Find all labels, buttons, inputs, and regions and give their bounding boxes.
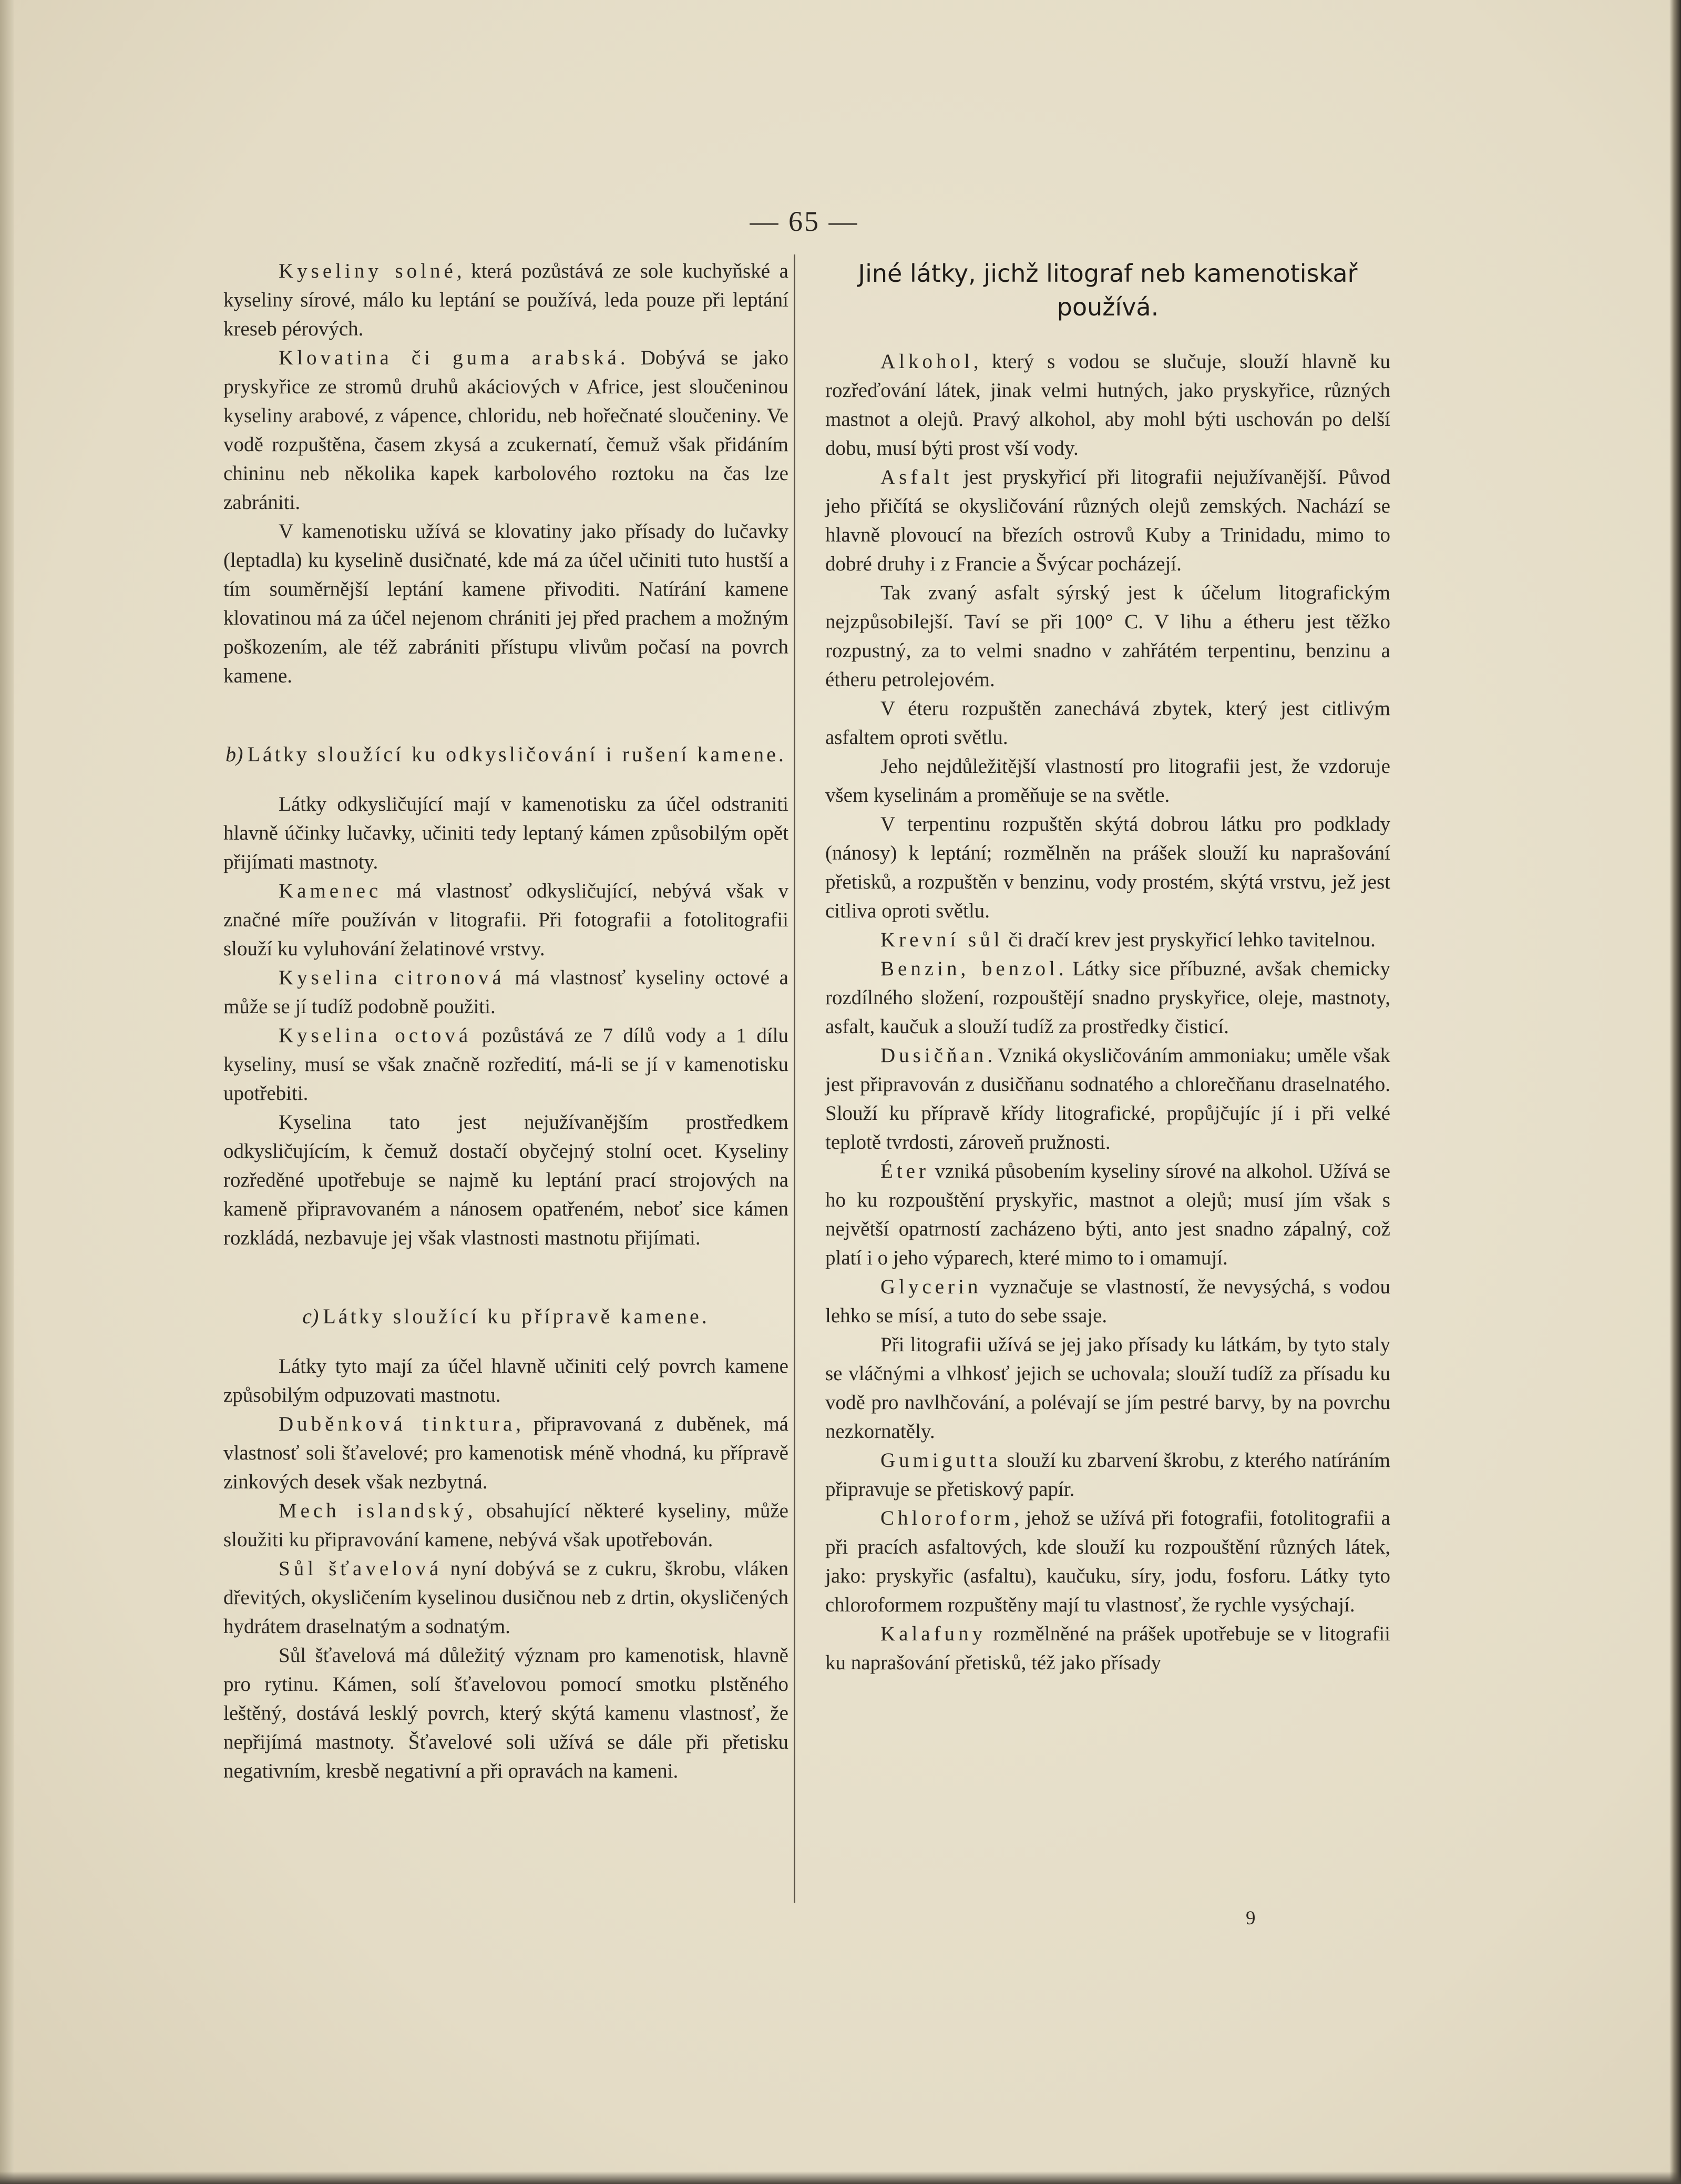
spaced-term: Mech islandský — [279, 1499, 468, 1522]
paragraph-kamenec — [223, 876, 788, 963]
spaced-term: Kyselina octová — [279, 1024, 472, 1047]
paragraph-chloroform — [825, 1504, 1390, 1619]
spaced-term: Kyselina citronová — [279, 966, 505, 989]
spaced-term: Klovatina či guma arabská — [279, 346, 620, 369]
paragraph-asfalt-terpentin: V terpentinu rozpuštěn skýtá dobrou látku pro podklady (nánosy) k leptání; rozmělněn na prášek slouží ku naprašování přetisků, a rozpuštěn v benzinu, vody prostém, skýtá vrstvu, jež jest citliva oproti světlu. — [825, 813, 1390, 922]
text-run: . Dobývá se jako pryskyřice ze stromů druhů akáciových v Africe, jest sloučeninou kyseliny arabové, z vápence, chloridu, neb hořečnaté sloučeniny. Ve vodě rozpuštěna, časem zkysá a zcukernatí, čemuž však přidáním chininu neb několika kapek karbolového roztoku na čas lze zabrániti. — [223, 346, 788, 514]
text-run: či dračí krev jest pryskyřicí lehko tavitelnou. — [1003, 928, 1376, 951]
spaced-term: Kalafuny — [880, 1622, 987, 1645]
spaced-term: Kyseliny solné — [279, 260, 457, 282]
paragraph-eter — [825, 1157, 1390, 1272]
text-run: vyznačuje se vlastností, že nevysýchá, s vodou lehko se mísí, a tuto do sebe ssaje. — [825, 1275, 1390, 1327]
paragraph-kyseliny-solne — [223, 257, 788, 343]
spaced-term: Alkohol — [880, 350, 973, 373]
text-run: , který s vodou se slučuje, slouží hlavně ku rozřeďování látek, jinak velmi hutných, jako pryskyřice, různých mastnot a olejů. Pravý alkohol, aby mohl býti uschován po delší dobu, musí býti prost vší vody. — [825, 350, 1390, 460]
page-gutter — [0, 0, 14, 2184]
paragraph-glycerin-use: Při litografii užívá se jej jako přísady ku látkám, by tyto staly se vláčnými a vlhkosť jejich se uchovala; slouží tudíž za přísadu ku vodě pro navlhčování, a polévají se jím pestré barvy, by na povrchu nezkornatěly. — [825, 1333, 1390, 1443]
section-c-title: Látky sloužící ku přípravě kamene. — [323, 1304, 710, 1328]
paragraph-sul-stavelova — [223, 1554, 788, 1641]
spaced-term: Éter — [880, 1160, 929, 1182]
paragraph-alkohol — [825, 347, 1390, 463]
text-run: . Látky sice příbuzné, avšak chemicky rozdílného složení, rozpouštějí snadno pryskyřice, oleje, mastnoty, asfalt, kaučuk a slouží tudíž za prostředky čisticí. — [825, 957, 1390, 1038]
page-edge-right — [1669, 0, 1681, 2184]
paragraph-asfalt — [825, 463, 1390, 578]
paragraph-dusicnan — [825, 1041, 1390, 1157]
paragraph-gumigutta — [825, 1446, 1390, 1504]
spaced-term: Sůl šťavelová — [279, 1557, 443, 1580]
section-b-title: Látky sloužící ku odkysličování i rušení kamene. — [247, 742, 786, 766]
page-number: — 65 — — [750, 206, 859, 237]
text-run: pozůstává ze 7 dílů vody a 1 dílu kyseliny, musí se však značně rozředití, má-li se jí v kamenotisku upotřebiti. — [223, 1024, 788, 1105]
spaced-term: Gumigutta — [880, 1449, 1001, 1472]
paragraph-kalafuny — [825, 1619, 1390, 1677]
signature-mark: 9 — [1246, 1907, 1256, 1929]
paragraph-kyselina-use: Kyselina tato jest nejužívanějším prostředkem odkysličujícím, k čemuž dostačí obyčejný stolní ocet. Kyseliny rozředěné upotřebuje se najmě ku leptání prací strojových na kameně připravovaném a nánosem opatřeném, neboť sice kámen rozkládá, nezbavuje jej však vlastnosti mastnotu přijímati. — [223, 1111, 788, 1249]
paragraph-glycerin — [825, 1272, 1390, 1330]
spaced-term: Chloroform — [880, 1507, 1014, 1529]
section-heading-jine-latky: Jiné látky, jichž litograf neb kamenotiskař používá. — [858, 259, 1358, 321]
paragraph-asfalt-vlastnost: Jeho nejdůležitější vlastností pro litografii jest, že vzdoruje všem kyselinám a proměňuje se na světle. — [825, 755, 1390, 807]
left-column — [223, 257, 788, 1785]
paragraph-dubenkova-tinktura — [223, 1410, 788, 1496]
spaced-term: Benzin, benzol — [880, 957, 1059, 980]
text-run: , která pozůstává ze sole kuchyňské a kyseliny sírové, málo ku leptání se používá, leda pouze při leptání kreseb pérových. — [223, 260, 788, 340]
spaced-term: Asfalt — [880, 466, 953, 488]
paragraph-sul-stavelova-use: Sůl šťavelová má důležitý význam pro kamenotisk, hlavně pro rytinu. Kámen, solí šťavelovou pomocí smotku plstěného leštěný, dostává lesklý povrch, který skýtá kamenu vlastnosť, že nepřijímá mastnoty. Šťavelové soli užívá se dále při přetisku negativním, kresbě negativní a při opravách na kameni. — [223, 1644, 788, 1782]
text-run: vzniká působením kyseliny sírové na alkohol. Užívá se ho ku rozpouštění pryskyřic, mastnot a olejů; musí jím však s největší opatrností zacházeno býti, anto jest snadno zápalný, což platí i o jeho výparech, které mimo to i omamují. — [825, 1160, 1390, 1269]
paragraph-kyselina-octova — [223, 1021, 788, 1108]
column-divider — [794, 254, 795, 1903]
text-run: jest pryskyřicí při litografii nejužívanější. Původ jeho přičítá se okysličování různých olejů zemských. Nachází se hlavně plovoucí na březích ostrovů Kuby a Trinidadu, mimo to dobré druhy i z Francie a Švýcar pocházejí. — [825, 466, 1390, 575]
section-c-heading — [223, 1302, 788, 1331]
text-run: slouží ku zbarvení škrobu, z kterého natíráním připravuje se přetiskový papír. — [825, 1449, 1390, 1501]
text-run: , jehož se užívá při fotografii, fotolitografii a při pracích asfaltových, kde slouží ku rozpouštění různých látek, jako: pryskyřic (asfaltu), kaučuku, síry, jodu, fosforu. Látky tyto chloroformem rozpuštěny mají tu vlastnosť, že rychle vysýchají. — [825, 1507, 1390, 1616]
section-b-heading — [223, 740, 788, 769]
right-column — [825, 257, 1390, 1677]
paragraph-asfalt-syrsky: Tak zvaný asfalt sýrský jest k účelum litografickým nejzpůsobilejší. Taví se při 100° C. V lihu a étheru jest těžko rozpustný, za to velmi snadno v zahřátém terpentinu, benzinu a étheru petrolejovém. — [825, 581, 1390, 691]
spaced-term: Dusičňan — [880, 1044, 988, 1067]
paragraph-kyselina-citronova — [223, 963, 788, 1021]
paragraph-benzin — [825, 954, 1390, 1041]
spaced-term: Duběnková tinktura — [279, 1413, 516, 1435]
spaced-term: Krevní sůl — [880, 928, 1003, 951]
text-run: má vlastnosť kyseliny octové a může se jí tudíž podobně použiti. — [223, 966, 788, 1018]
paragraph-krevni-sul — [825, 925, 1390, 954]
paragraph-odkyslicujici: Látky odkysličující mají v kamenotisku za účel odstraniti hlavně účinky lučavky, učiniti tedy leptaný kámen způsobilým opět přijímati mastnoty. — [223, 793, 788, 873]
spaced-term: Glycerin — [880, 1275, 982, 1298]
paragraph-priprava: Látky tyto mají za účel hlavně učiniti celý povrch kamene způsobilým odpuzovati mastnotu. — [223, 1355, 788, 1406]
text-run: nyní dobývá se z cukru, škrobu, vláken dřevitých, okysličením kyselinou dusičnou neb z drtin, okysličených hydrátem draselnatým a sodnatým. — [223, 1557, 788, 1638]
paragraph-mech-islandsky — [223, 1496, 788, 1554]
text-run: , připravovaná z duběnek, má vlastnosť soli šťavelové; pro kamenotisk méně vhodná, ku přípravě zinkových desek však nezbytná. — [223, 1413, 788, 1493]
text-run: . Vzniká okysličováním ammoniaku; uměle však jest připravován z dusičňanu sodnatého a chlorečňanu draselnatého. Slouží ku přípravě křídy litografické, propůjčujíc jí i při velké teplotě tvrdosti, zároveň pružnosti. — [825, 1044, 1390, 1154]
text-run: rozmělněné na prášek upotřebuje se v litografii ku naprašování přetisků, též jako přísady — [825, 1622, 1390, 1674]
text-run: , obsahující některé kyseliny, může sloužiti ku připravování kamene, nebývá však upotřebován. — [223, 1499, 788, 1551]
paragraph-klovatina — [223, 343, 788, 517]
page-edge-bottom — [0, 2171, 1681, 2184]
text-run: má vlastnosť odkysličující, nebývá však v značné míře používán v litografii. Při fotografii a fotolitografii slouží ku vyluhování želatinové vrstvy. — [223, 880, 788, 960]
paragraph-asfalt-eter: V éteru rozpuštěn zanechává zbytek, který jest citlivým asfaltem oproti světlu. — [825, 697, 1390, 749]
spaced-term: Kamenec — [279, 880, 382, 902]
paragraph-klovatina-use: V kamenotisku užívá se klovatiny jako přísady do lučavky (leptadla) ku kyselině dusičnaté, kde má za účel učiniti tuto hustší a tím souměrnější leptání kamene přivoditi. Natírání kamene klovatinou má za účel nejenom chrániti jej před prachem a možným poškozením, ale též zabrániti přístupu vlivům počasí na povrch kamene. — [223, 520, 788, 687]
section-b-label: b) — [226, 742, 243, 766]
section-c-label: c) — [302, 1304, 319, 1328]
